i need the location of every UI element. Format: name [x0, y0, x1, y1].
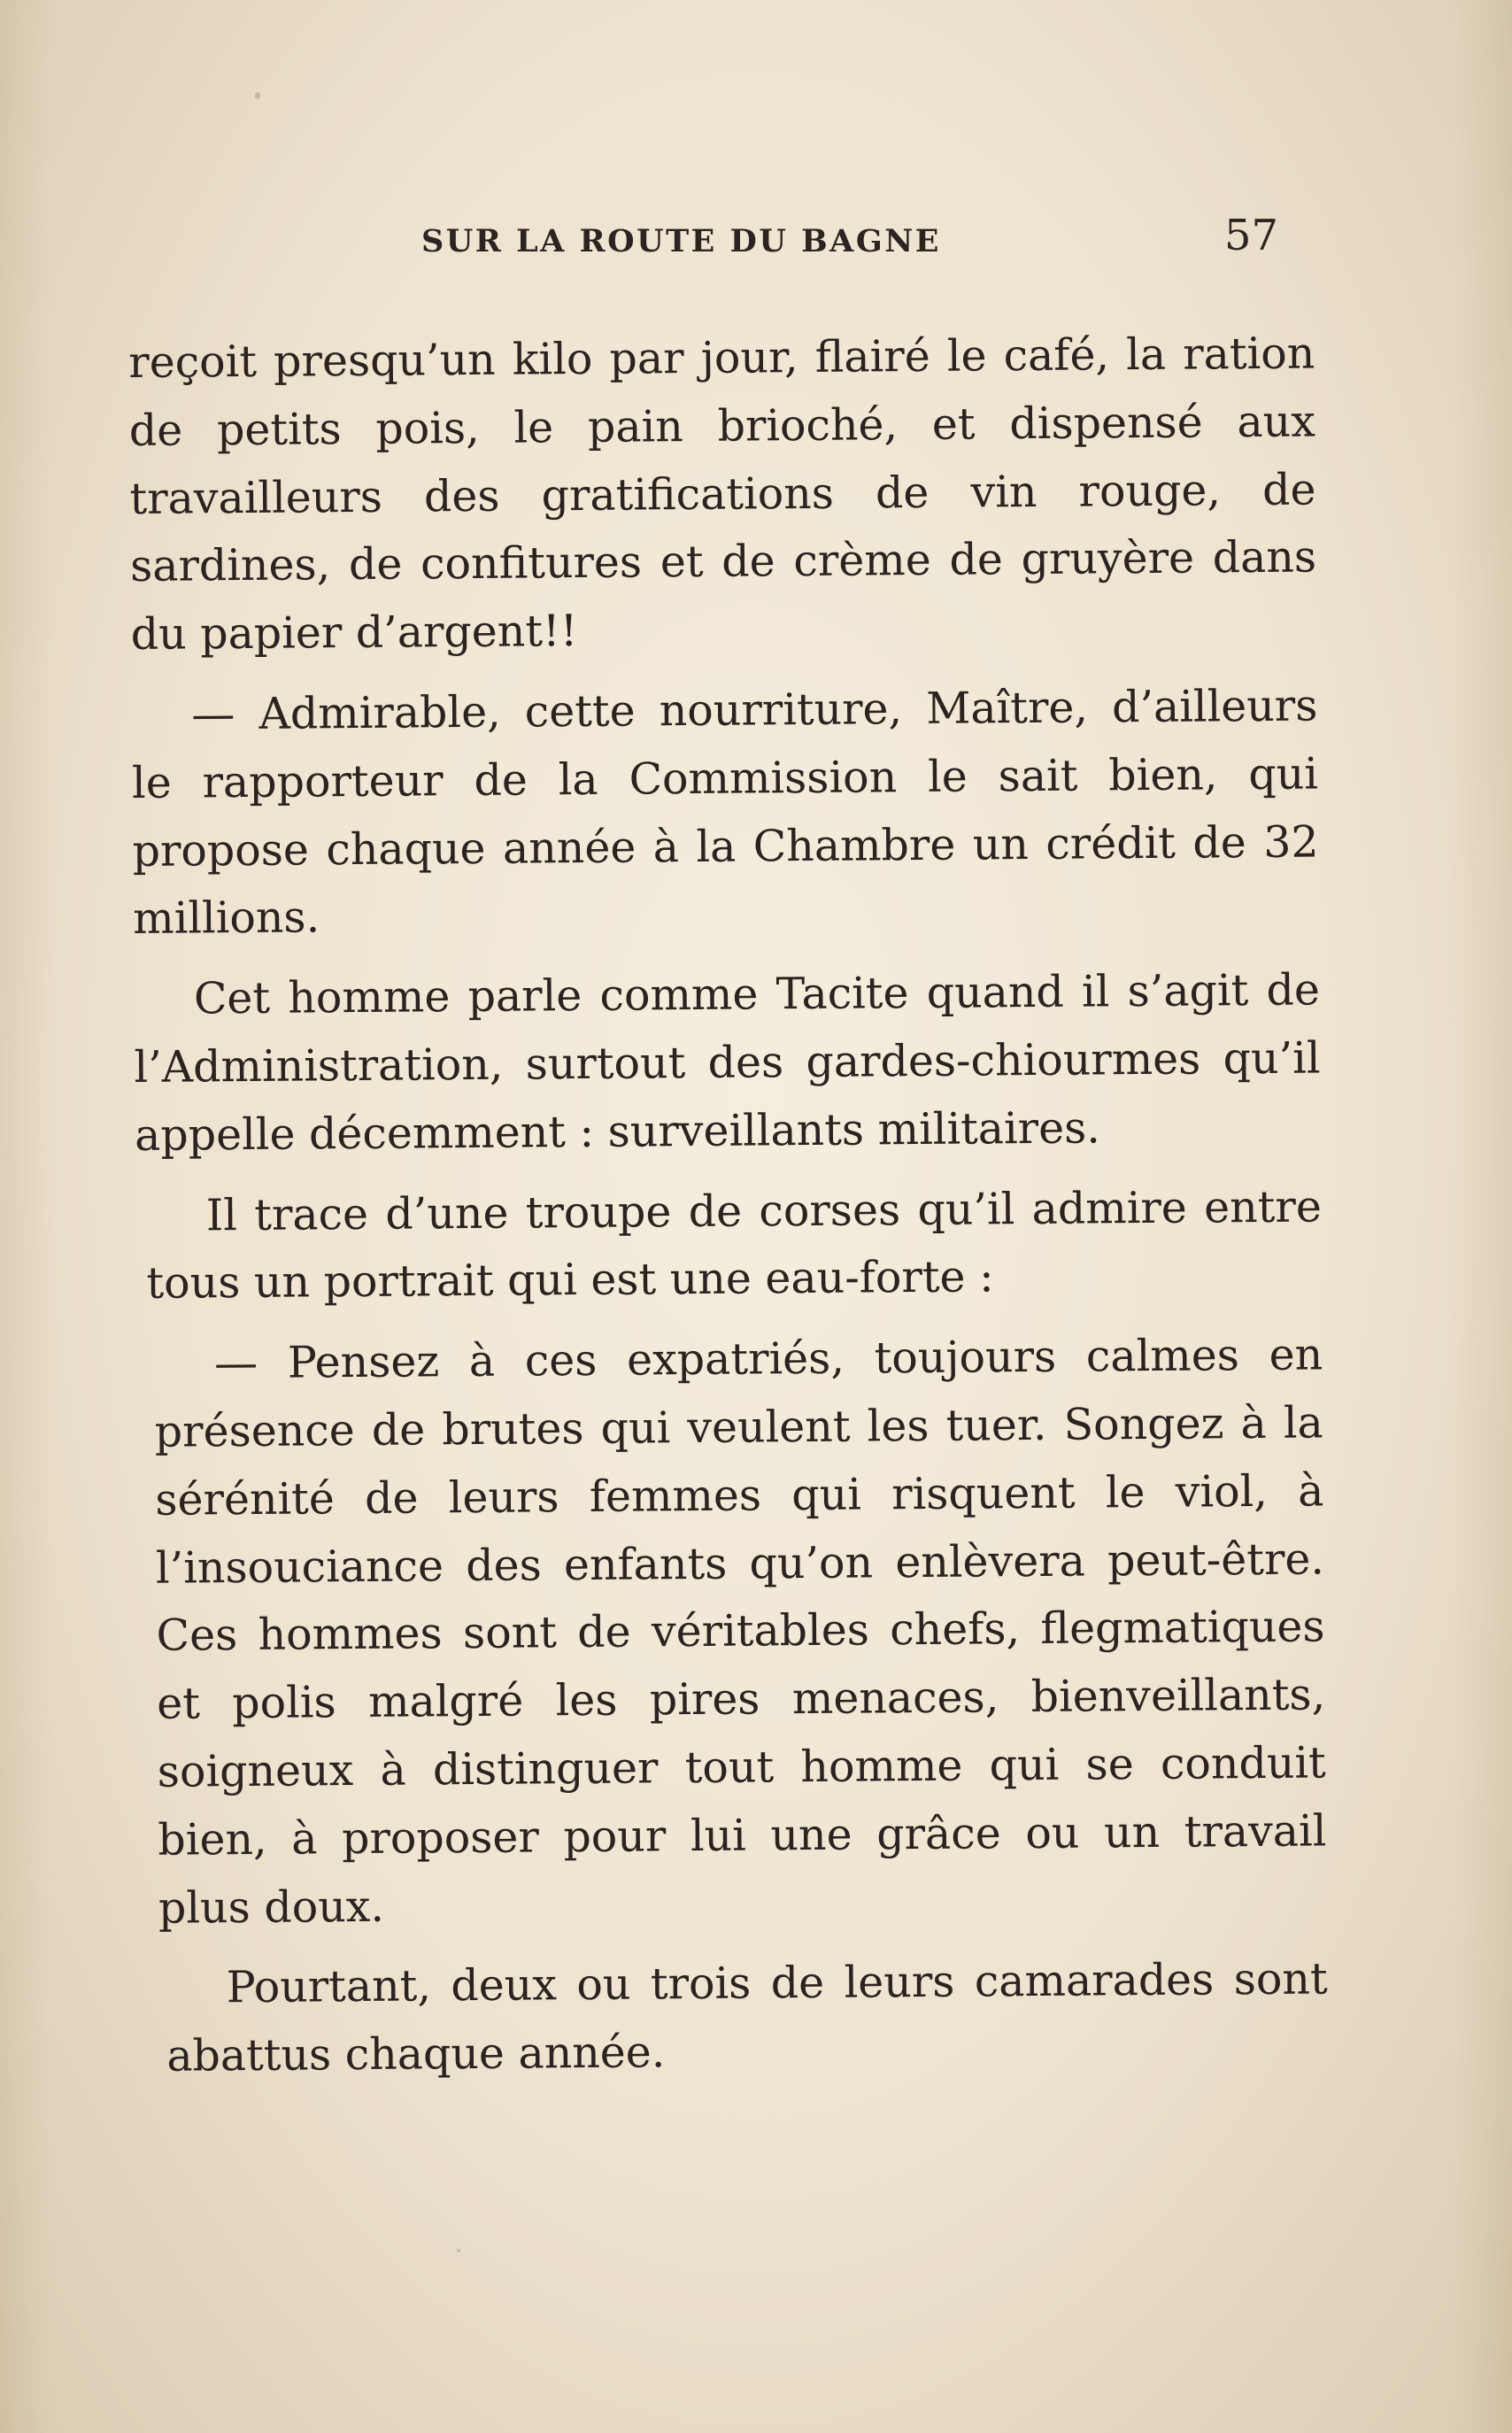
paper-spot [457, 2249, 460, 2252]
body-text [128, 320, 1329, 2103]
page-number: 57 [1224, 211, 1279, 260]
paragraph: Pourtant, deux ou trois de leurs camarades sont abattus chaque année. [166, 1953, 1328, 2082]
paragraph: — Admirable, cette nourriture, Maître, d’ailleurs le rapporteur de la Commission le sait bien, qui propose chaque année à la Chambre un crédit de 32 millions. [131, 680, 1319, 945]
paragraph: Cet homme parle comme Tacite quand il s’agit de l’Administration, surtout des gardes-chiourmes qu’il appelle décemment : surveillants militaires. [134, 964, 1321, 1161]
paragraph: — Pensez à ces expatriés, toujours calmes en présence de brutes qui veulent les tuer. Songez à la sérénité de leurs femmes qui risquent le viol, à l’insouciance des enfants qu’on enlèvera peut-être. Ces hommes sont de véritables chefs, flegmatiques et polis malgré les pires menaces, bienveillants, soigneux à distinguer tout homme qui se conduit bien, à proposer pour lui une grâce ou un travail plus doux. [154, 1329, 1327, 1934]
paper-spot [255, 92, 260, 99]
running-title: SUR LA ROUTE DU BAGNE [421, 223, 941, 259]
paragraph: Il trace d’une troupe de corses qu’il admire entre tous un portrait qui est une eau-forte : [146, 1181, 1323, 1309]
paragraph: reçoit presqu’un kilo par jour, flairé le café, la ration de petits pois, le pain brioché, et dispensé aux travailleurs des gratifications de vin rouge, de sardines, de confitures et de crème de gruyère dans du papier d’argent!! [128, 328, 1317, 660]
page-header [0, 211, 1512, 273]
